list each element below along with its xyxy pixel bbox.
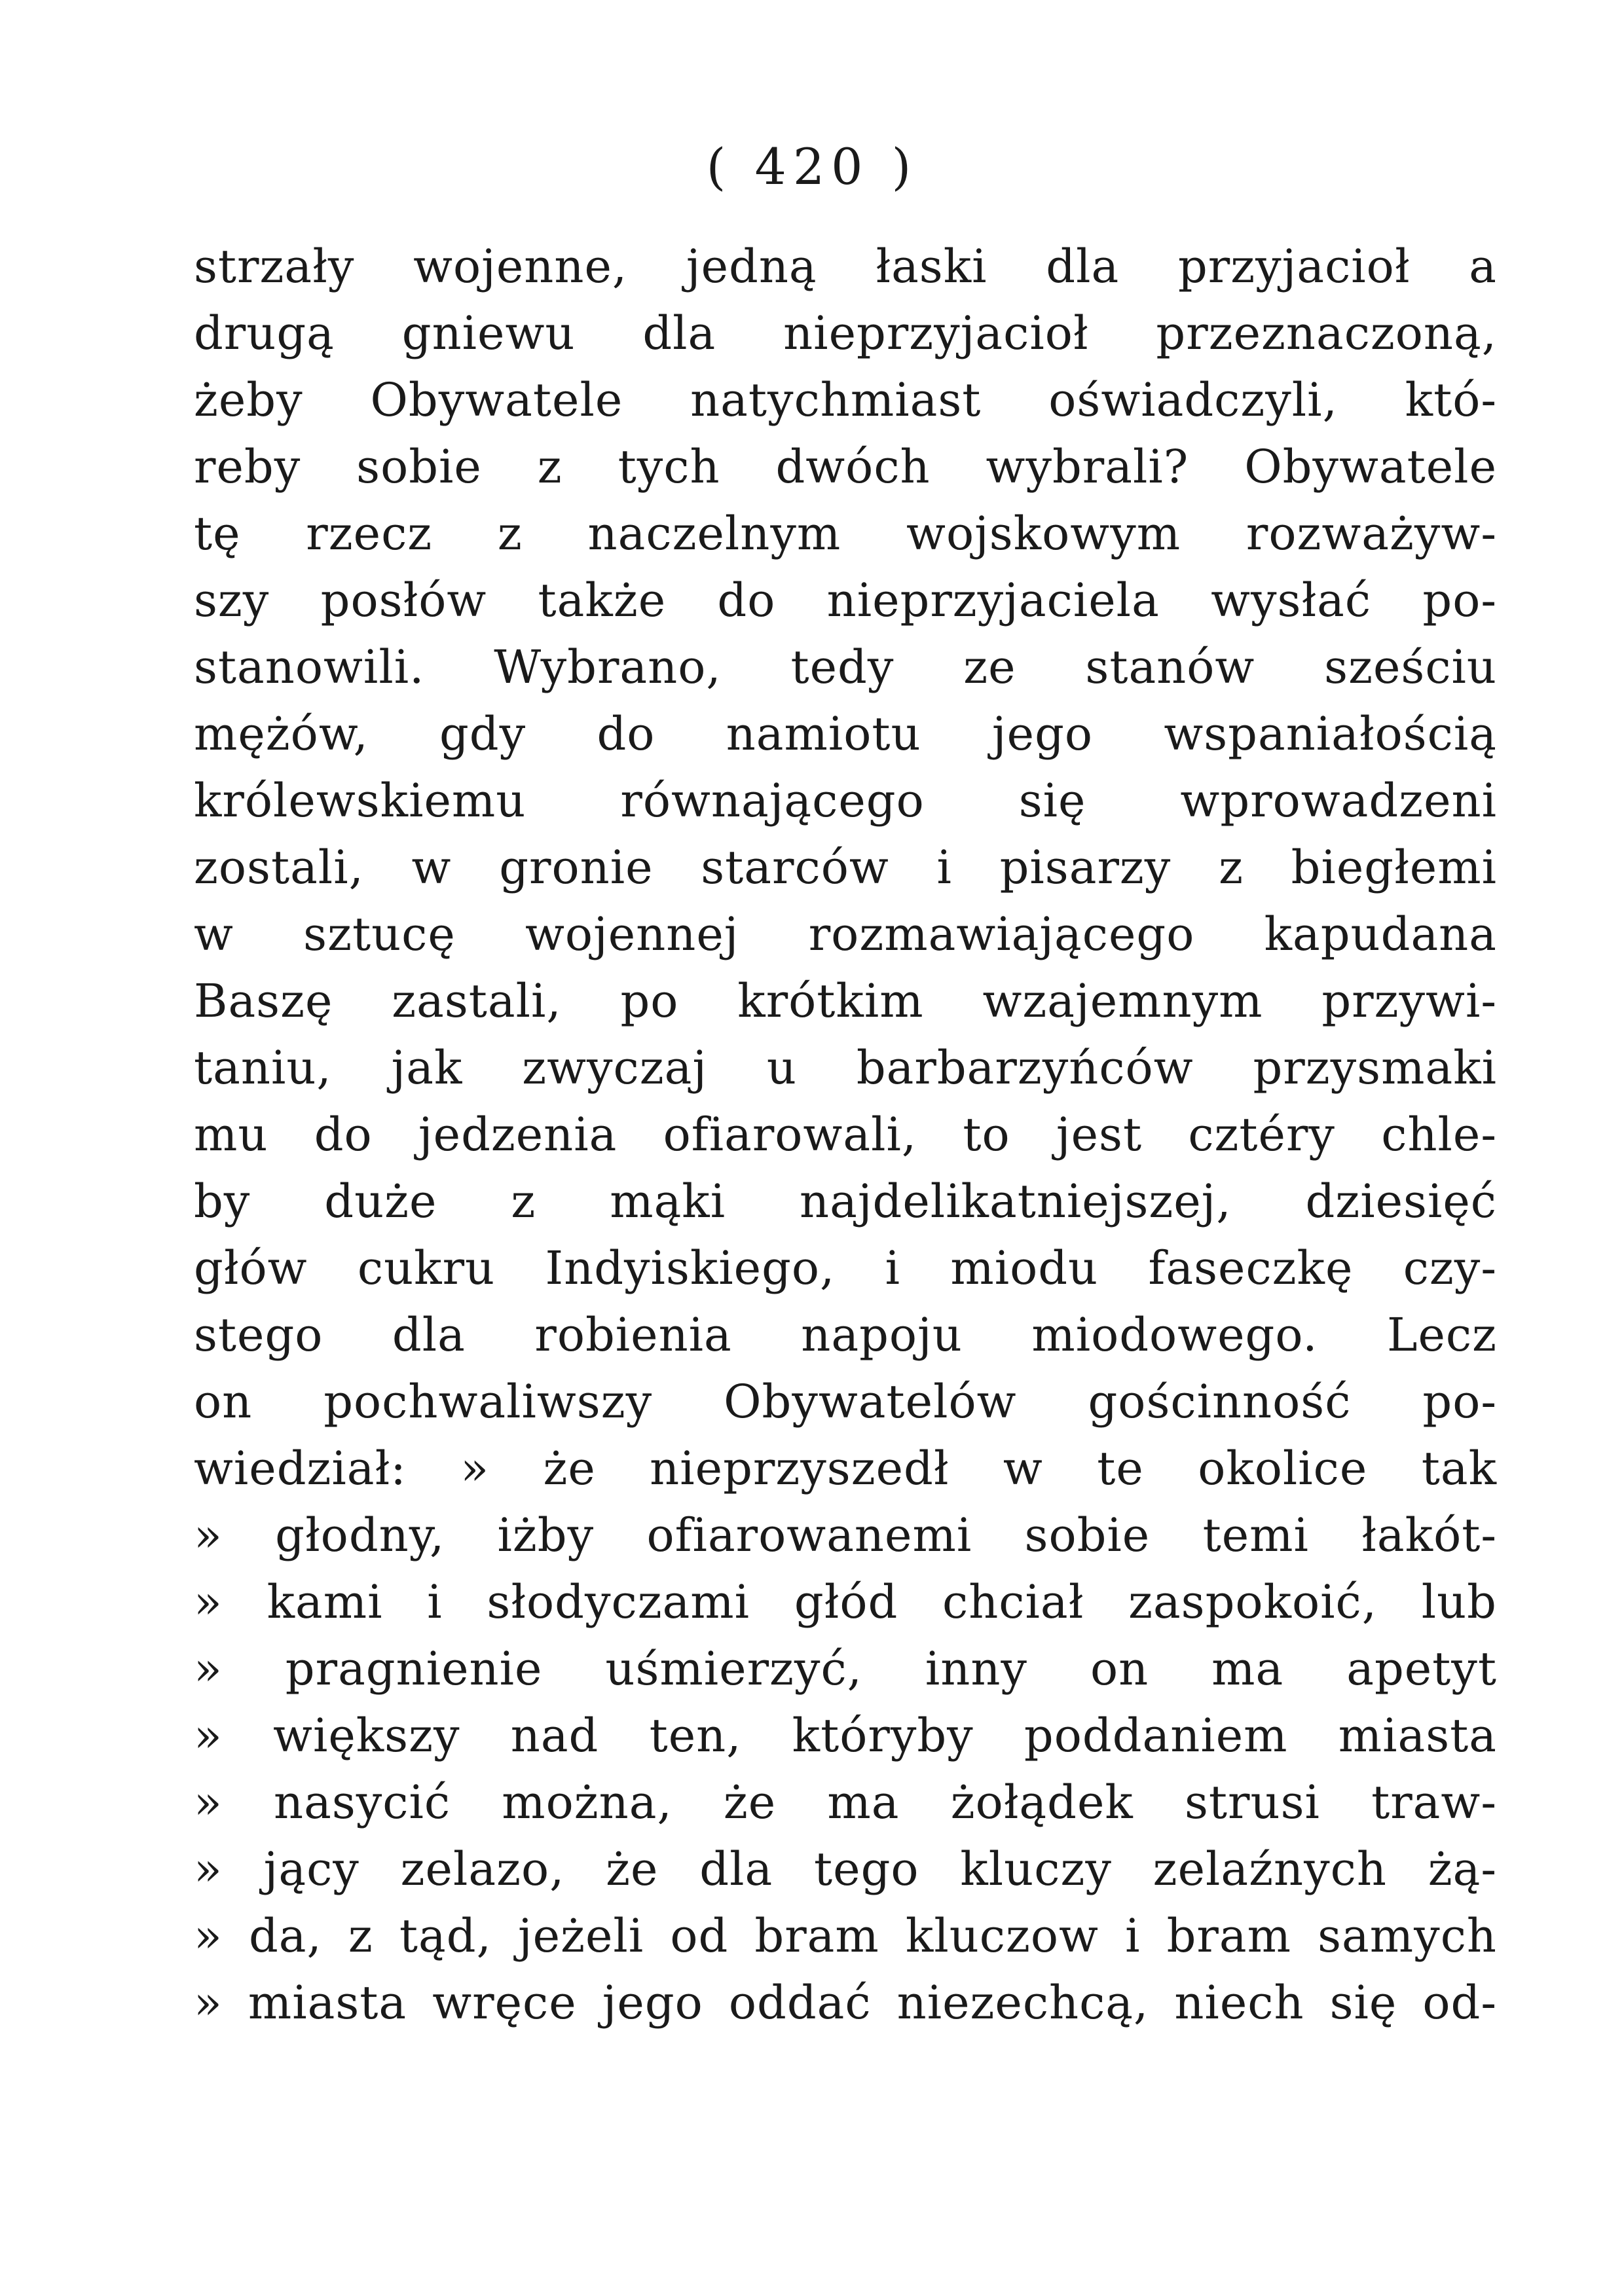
text-line: by duże z mąki najdelikatniejszej, dziesięć <box>194 1175 1497 1228</box>
text-line: mu do jedzenia ofiarowali, to jest cztéry chle- <box>194 1108 1497 1161</box>
text-line: taniu, jak zwyczaj u barbarzyńców przysmaki <box>194 1041 1497 1095</box>
text-line: stego dla robienia napoju miodowego. Lecz <box>194 1308 1497 1362</box>
text-line: strzały wojenne, jedną łaski dla przyjacioł a <box>194 240 1497 293</box>
text-line: tę rzecz z naczelnym wojskowym rozważyw- <box>194 507 1497 560</box>
text-line: żeby Obywatele natychmiast oświadczyli, któ- <box>194 373 1497 427</box>
text-line: » nasycić można, że ma żołądek strusi traw- <box>194 1776 1497 1829</box>
text-line: » da, z tąd, jeżeli od bram kluczow i bram samych <box>194 1909 1497 1963</box>
page-number: ( 420 ) <box>706 137 918 196</box>
text-line: Baszę zastali, po krótkim wzajemnym przywi- <box>194 974 1497 1028</box>
text-line: » większy nad ten, któryby poddaniem miasta <box>194 1709 1497 1762</box>
text-line: głów cukru Indyiskiego, i miodu faseczkę czy- <box>194 1241 1497 1295</box>
text-line: zostali, w gronie starców i pisarzy z biegłemi <box>194 841 1497 894</box>
text-line: mężów, gdy do namiotu jego wspaniałością <box>194 707 1497 761</box>
body-text <box>194 233 1497 2036</box>
text-line: on pochwaliwszy Obywatelów gościnność po- <box>194 1375 1497 1429</box>
text-line: drugą gniewu dla nieprzyjacioł przeznaczoną, <box>194 306 1497 360</box>
text-line: stanowili. Wybrano, tedy ze stanów sześciu <box>194 640 1497 694</box>
text-line: » kami i słodyczami głód chciał zaspokoić, lub <box>194 1575 1497 1629</box>
text-line: reby sobie z tych dwóch wybrali? Obywatele <box>194 440 1497 494</box>
text-line: » głodny, iżby ofiarowanemi sobie temi łakót- <box>194 1508 1497 1562</box>
text-line: » jący zelazo, że dla tego kluczy zelaźnych żą- <box>194 1842 1497 1896</box>
text-line: » miasta wręce jego oddać niezechcą, niech się od- <box>194 1976 1497 2030</box>
text-line: wiedział: » że nieprzyszedł w te okolice tak <box>194 1442 1497 1495</box>
text-line: szy posłów także do nieprzyjaciela wysłać po- <box>194 574 1497 627</box>
text-line: w sztucę wojennej rozmawiającego kapudana <box>194 907 1497 961</box>
text-line: » pragnienie uśmierzyć, inny on ma apetyt <box>194 1642 1497 1696</box>
text-line: królewskiemu równającego się wprowadzeni <box>194 774 1497 828</box>
